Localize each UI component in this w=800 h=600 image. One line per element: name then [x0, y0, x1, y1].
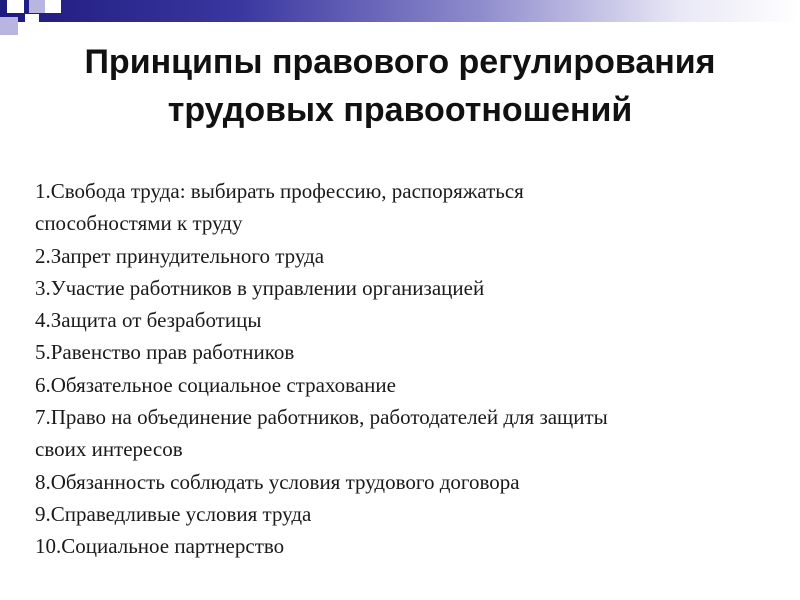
principles-list	[35, 175, 775, 563]
decorative-square	[7, 0, 24, 13]
list-item-1-continuation: способностями к труду	[35, 211, 243, 236]
list-item-9: 9.Справедливые условия труда	[35, 501, 312, 526]
list-item-3: 3.Участие работников в управлении организацией	[35, 275, 485, 300]
decorative-square	[25, 14, 39, 28]
header-gradient-band	[0, 0, 800, 22]
list-item-7: 7.Право на объединение работников, работодателей для защиты	[35, 405, 608, 430]
list-item-10: 10.Социальное партнерство	[35, 534, 285, 559]
list-item-8: 8.Обязанность соблюдать условия трудового договора	[35, 469, 520, 494]
slide-title	[0, 38, 800, 134]
list-item-2: 2.Запрет принудительного труда	[35, 243, 325, 268]
decorative-square	[45, 0, 61, 13]
list-item-6: 6.Обязательное социальное страхование	[35, 372, 396, 397]
slide-title-line-1: Принципы правового регулирования	[84, 43, 716, 81]
decorative-square	[0, 17, 18, 35]
list-item-4: 4.Защита от безработицы	[35, 308, 262, 333]
decorative-square	[18, 26, 27, 35]
list-item-1: 1.Свобода труда: выбирать профессию, распоряжаться	[35, 179, 524, 203]
list-item-7-continuation: своих интересов	[35, 437, 183, 462]
decorative-square	[29, 0, 45, 13]
slide-title-line-2: трудовых правоотношений	[167, 91, 633, 129]
list-item-5: 5.Равенство прав работников	[35, 340, 295, 365]
